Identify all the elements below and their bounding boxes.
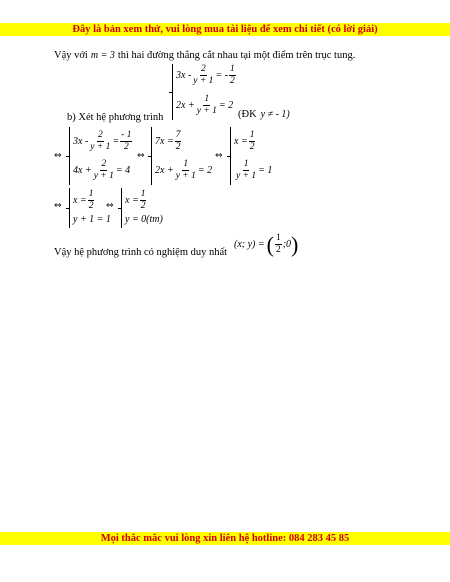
- step5-eq2: y = 0(tm): [125, 214, 163, 225]
- header-notice: Đây là bản xem thử, vui lòng mua tài liệu để xem chi tiết (có lời giải): [0, 23, 450, 36]
- step3-eq1-left: x =: [234, 136, 248, 147]
- step2-eq1-num: 7: [175, 130, 181, 140]
- conclusion-solution: (x; y) = ( $\frac{1}{2}$ ;0 ): [234, 231, 299, 257]
- intro-prefix: Vậy với: [54, 50, 88, 61]
- footer-notice: Mọi thắc mắc vui lòng xin liên hệ hotline: 084 283 45 85: [0, 532, 450, 545]
- step5-brace: [121, 188, 122, 228]
- conclusion-den: 2: [275, 245, 281, 255]
- step2-eq2: [155, 159, 212, 182]
- intro-suffix: thì hai đường thẳng cắt nhau tại một điểm trên trục tung.: [117, 50, 356, 61]
- step2-brace: [151, 127, 152, 185]
- step4-eq1: [73, 189, 95, 212]
- step1-eq1-rnum: - 1: [121, 130, 132, 140]
- step5-eq1-den: 2: [140, 201, 146, 211]
- step1-eq1-left: 3x -: [73, 136, 89, 147]
- step2-eq2-left: 2x +: [155, 165, 174, 176]
- step4-eq1-den: 2: [88, 201, 94, 211]
- step3-eq1: [234, 130, 256, 153]
- step5-eq1-left: x =: [125, 195, 139, 206]
- equiv-icon: ⇔: [54, 201, 62, 211]
- step2-eq1: [155, 130, 182, 153]
- step3-brace: [230, 127, 231, 185]
- step3-eq2-right: = 1: [258, 165, 273, 176]
- step5-eq1: [125, 189, 147, 212]
- step1-eq2: [73, 159, 130, 182]
- system-a-brace: [172, 64, 173, 120]
- step2-eq2-num: 1: [183, 159, 189, 169]
- system-a-eq1-eq: = -: [215, 70, 228, 81]
- step3-eq1-num: 1: [249, 130, 255, 140]
- system-a-eq1-left: 3x -: [176, 70, 192, 81]
- step2-eq1-den: 2: [175, 142, 181, 152]
- conclusion-text: Vậy hệ phương trình có nghiệm duy nhất: [54, 247, 228, 258]
- system-a-eq2: [176, 94, 233, 117]
- step1-eq1-num: 2: [97, 130, 103, 140]
- step3-eq2-den: y + 1: [236, 171, 257, 181]
- system-a-eq1: [176, 64, 237, 87]
- condition-label: (ĐK: [238, 109, 257, 120]
- system-a-eq2-num: 1: [204, 94, 210, 104]
- step4-brace: [69, 188, 70, 228]
- equiv-icon: ⇔: [215, 151, 223, 161]
- system-a-eq2-left: 2x +: [176, 100, 195, 111]
- equiv-icon: ⇔: [106, 201, 114, 211]
- step1-eq1-eq: =: [112, 136, 120, 147]
- system-a-eq1-rnum: 1: [230, 64, 235, 74]
- system-a-eq2-right: = 2: [218, 100, 234, 111]
- intro-line: [54, 50, 355, 61]
- conclusion-tail: ;0: [282, 239, 292, 250]
- system-a-eq1-rden: 2: [230, 76, 235, 86]
- step3-eq2: [234, 159, 272, 182]
- step1-eq2-num: 2: [101, 159, 107, 169]
- part-b-label: b) Xét hệ phương trình: [67, 112, 164, 123]
- step1-eq1-den: y + 1: [90, 142, 111, 152]
- system-a-eq1-den: y + 1: [193, 76, 214, 86]
- equiv-icon: ⇔: [137, 151, 145, 161]
- step4-eq2: y + 1 = 1: [73, 214, 111, 225]
- step4-eq1-left: x =: [73, 195, 87, 206]
- intro-math: m = 3: [90, 50, 115, 61]
- step1-eq1: [73, 130, 133, 153]
- equiv-icon: ⇔: [54, 151, 62, 161]
- conclusion-lhs: (x; y) =: [234, 239, 265, 250]
- step1-eq2-right: = 4: [115, 165, 131, 176]
- step1-eq2-den: y + 1: [93, 171, 114, 181]
- condition-math: y ≠ - 1): [260, 109, 290, 120]
- conclusion-num: 1: [275, 233, 281, 243]
- step4-eq1-num: 1: [88, 189, 94, 199]
- system-a-eq1-num: 2: [200, 64, 206, 74]
- step2-eq2-den: y + 1: [175, 171, 196, 181]
- step5-eq1-num: 1: [140, 189, 146, 199]
- step2-eq2-right: = 2: [197, 165, 213, 176]
- step3-eq1-den: 2: [249, 142, 255, 152]
- step1-eq2-left: 4x +: [73, 165, 92, 176]
- step1-eq1-rden: 2: [123, 142, 129, 152]
- condition: [238, 109, 290, 120]
- step1-brace: [69, 127, 70, 185]
- step3-eq2-num: 1: [243, 159, 249, 169]
- step2-eq1-left: 7x =: [155, 136, 174, 147]
- system-a-eq2-den: y + 1: [196, 106, 217, 116]
